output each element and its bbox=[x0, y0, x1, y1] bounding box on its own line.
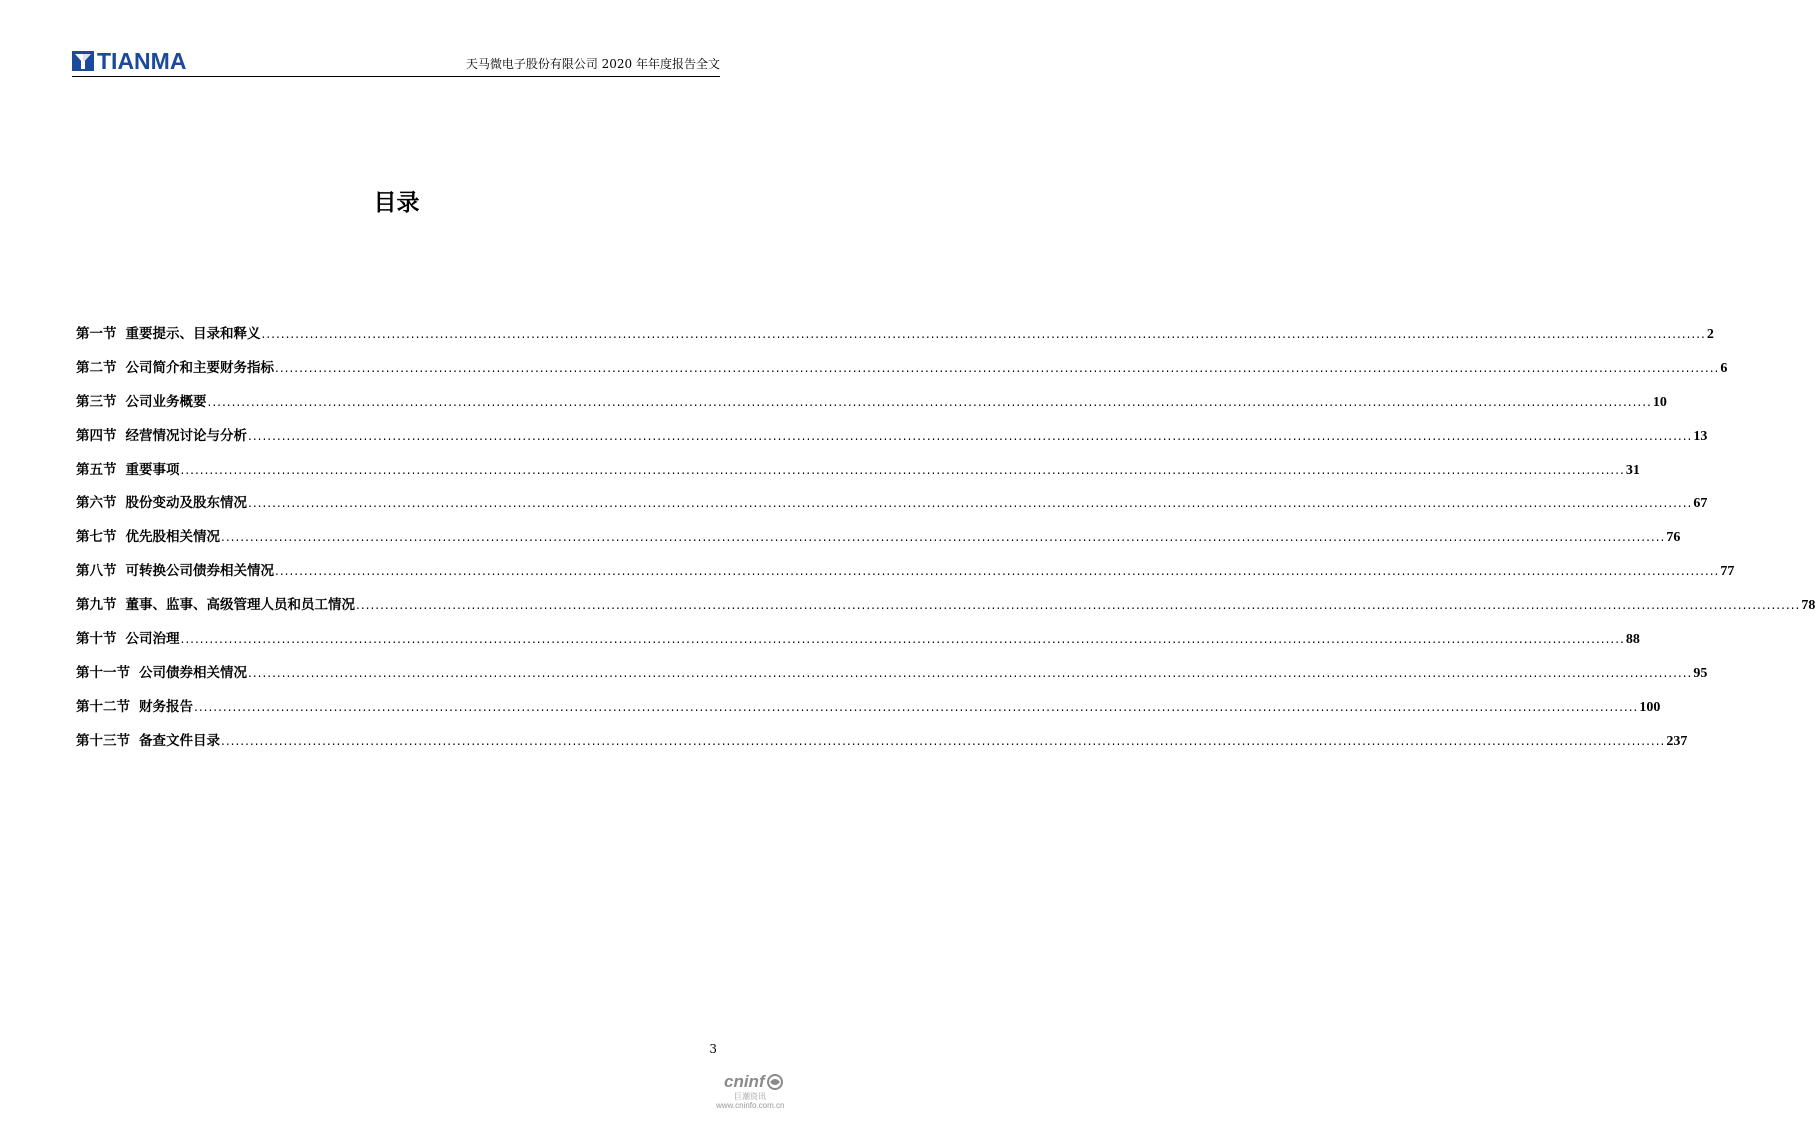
toc-entry-page: 31 bbox=[1625, 462, 1640, 478]
toc-entry-name: 重要事项 bbox=[125, 461, 180, 478]
toc-dot-leader: ............................................................................................................................................................................................................................................................................................................ bbox=[275, 360, 1720, 375]
toc-entry-name: 优先股相关情况 bbox=[125, 529, 220, 546]
toc-entry[interactable] bbox=[76, 729, 1688, 763]
toc-entry-page: 6 bbox=[1720, 360, 1728, 376]
toc-entry[interactable] bbox=[76, 390, 1667, 424]
toc-entry-page: 88 bbox=[1625, 632, 1640, 648]
toc-entry-section: 第六节 bbox=[76, 495, 117, 512]
toc-entry-name: 公司业务概要 bbox=[125, 393, 207, 410]
toc-entry[interactable] bbox=[76, 661, 1708, 695]
toc-entry-section: 第五节 bbox=[76, 461, 117, 478]
document-title: 天马微电子股份有限公司 2020 年年度报告全文 bbox=[465, 57, 720, 71]
toc-dot-leader: ............................................................................................................................................................................................................................................................................................................ bbox=[180, 462, 1625, 477]
toc-entry[interactable] bbox=[76, 491, 1708, 525]
toc-entry[interactable] bbox=[76, 559, 1735, 593]
toc-entry-name: 经营情况讨论与分析 bbox=[125, 427, 247, 444]
tianma-logo bbox=[72, 50, 186, 72]
toc-dot-leader: ............................................................................................................................................................................................................................................................................................................ bbox=[248, 665, 1693, 680]
toc-entry-section: 第七节 bbox=[76, 529, 117, 546]
toc-entry-section: 第十节 bbox=[76, 631, 117, 648]
toc-dot-leader: ............................................................................................................................................................................................................................................................................................................ bbox=[275, 564, 1720, 579]
toc-entry-page: 2 bbox=[1706, 327, 1714, 342]
toc-entry-section: 第二节 bbox=[76, 359, 117, 376]
tianma-logo-mark-icon bbox=[72, 51, 94, 71]
cninfo-logo-icon bbox=[766, 1074, 784, 1090]
toc-entry-section: 第四节 bbox=[76, 427, 117, 444]
toc-entry-name: 财务报告 bbox=[139, 698, 193, 715]
toc-entry-section: 第一节 bbox=[76, 326, 117, 342]
toc-entry-page: 67 bbox=[1693, 496, 1708, 512]
logo-text: TIANMA bbox=[97, 48, 187, 74]
page-number: 3 bbox=[709, 1042, 717, 1056]
toc-entry-name: 备查文件目录 bbox=[139, 732, 220, 749]
toc-entry-name: 可转换公司债券相关情况 bbox=[125, 563, 274, 580]
toc-entry-name: 重要提示、目录和释义 bbox=[125, 326, 261, 342]
toc-entry[interactable] bbox=[76, 322, 1714, 356]
toc-entry-section: 第八节 bbox=[76, 563, 117, 580]
toc-title: 目录 bbox=[373, 190, 420, 216]
toc-entry[interactable] bbox=[76, 458, 1640, 492]
toc-entry[interactable] bbox=[76, 525, 1681, 559]
toc-dot-leader: ............................................................................................................................................................................................................................................................................................................ bbox=[221, 530, 1666, 545]
toc-entry-section: 第十一节 bbox=[76, 664, 130, 681]
toc-dot-leader: ............................................................................................................................................................................................................................................................................................................ bbox=[221, 733, 1666, 748]
toc-entry-section: 第九节 bbox=[76, 597, 117, 614]
toc-entry-page: 76 bbox=[1666, 530, 1681, 546]
toc-dot-leader: ............................................................................................................................................................................................................................................................................................................ bbox=[194, 699, 1639, 714]
toc-entry[interactable] bbox=[76, 424, 1708, 458]
toc-entry-page: 77 bbox=[1720, 564, 1735, 580]
page-header bbox=[72, 48, 720, 77]
toc-entry[interactable] bbox=[76, 593, 1815, 627]
table-of-contents bbox=[76, 322, 1815, 763]
cninfo-watermark bbox=[714, 1072, 789, 1114]
toc-entry[interactable] bbox=[76, 695, 1661, 729]
toc-entry-name: 公司简介和主要财务指标 bbox=[125, 359, 274, 376]
toc-entry-name: 股份变动及股东情况 bbox=[125, 495, 247, 512]
toc-entry-section: 第三节 bbox=[76, 393, 117, 410]
toc-entry-page: 78 bbox=[1801, 598, 1815, 614]
toc-entry-page: 10 bbox=[1652, 394, 1667, 410]
toc-entry-name: 董事、监事、高级管理人员和员工情况 bbox=[125, 597, 355, 614]
toc-dot-leader: ............................................................................................................................................................................................................................................................................................................ bbox=[248, 428, 1693, 443]
toc-dot-leader: ............................................................................................................................................................................................................................................................................................................ bbox=[261, 327, 1706, 341]
toc-entry-page: 237 bbox=[1666, 733, 1688, 749]
toc-entry-section: 第十二节 bbox=[76, 698, 130, 715]
toc-entry-name: 公司债券相关情况 bbox=[139, 664, 247, 681]
toc-entry[interactable] bbox=[76, 356, 1728, 390]
toc-entry-name: 公司治理 bbox=[125, 631, 180, 648]
toc-entry[interactable] bbox=[76, 627, 1640, 661]
toc-dot-leader: ............................................................................................................................................................................................................................................................................................................ bbox=[180, 632, 1625, 647]
toc-entry-page: 100 bbox=[1639, 699, 1661, 715]
toc-dot-leader: ............................................................................................................................................................................................................................................................................................................ bbox=[207, 394, 1652, 409]
toc-dot-leader: ............................................................................................................................................................................................................................................................................................................ bbox=[356, 598, 1801, 613]
watermark-chinese: 巨潮资讯 bbox=[734, 1092, 766, 1101]
toc-entry-section: 第十三节 bbox=[76, 732, 130, 749]
watermark-name: cninf bbox=[724, 1072, 765, 1091]
toc-entry-page: 13 bbox=[1693, 428, 1708, 444]
toc-dot-leader: ............................................................................................................................................................................................................................................................................................................ bbox=[248, 496, 1693, 511]
toc-entry-page: 95 bbox=[1693, 665, 1708, 681]
watermark-url: www.cninfo.com.cn bbox=[716, 1101, 785, 1110]
